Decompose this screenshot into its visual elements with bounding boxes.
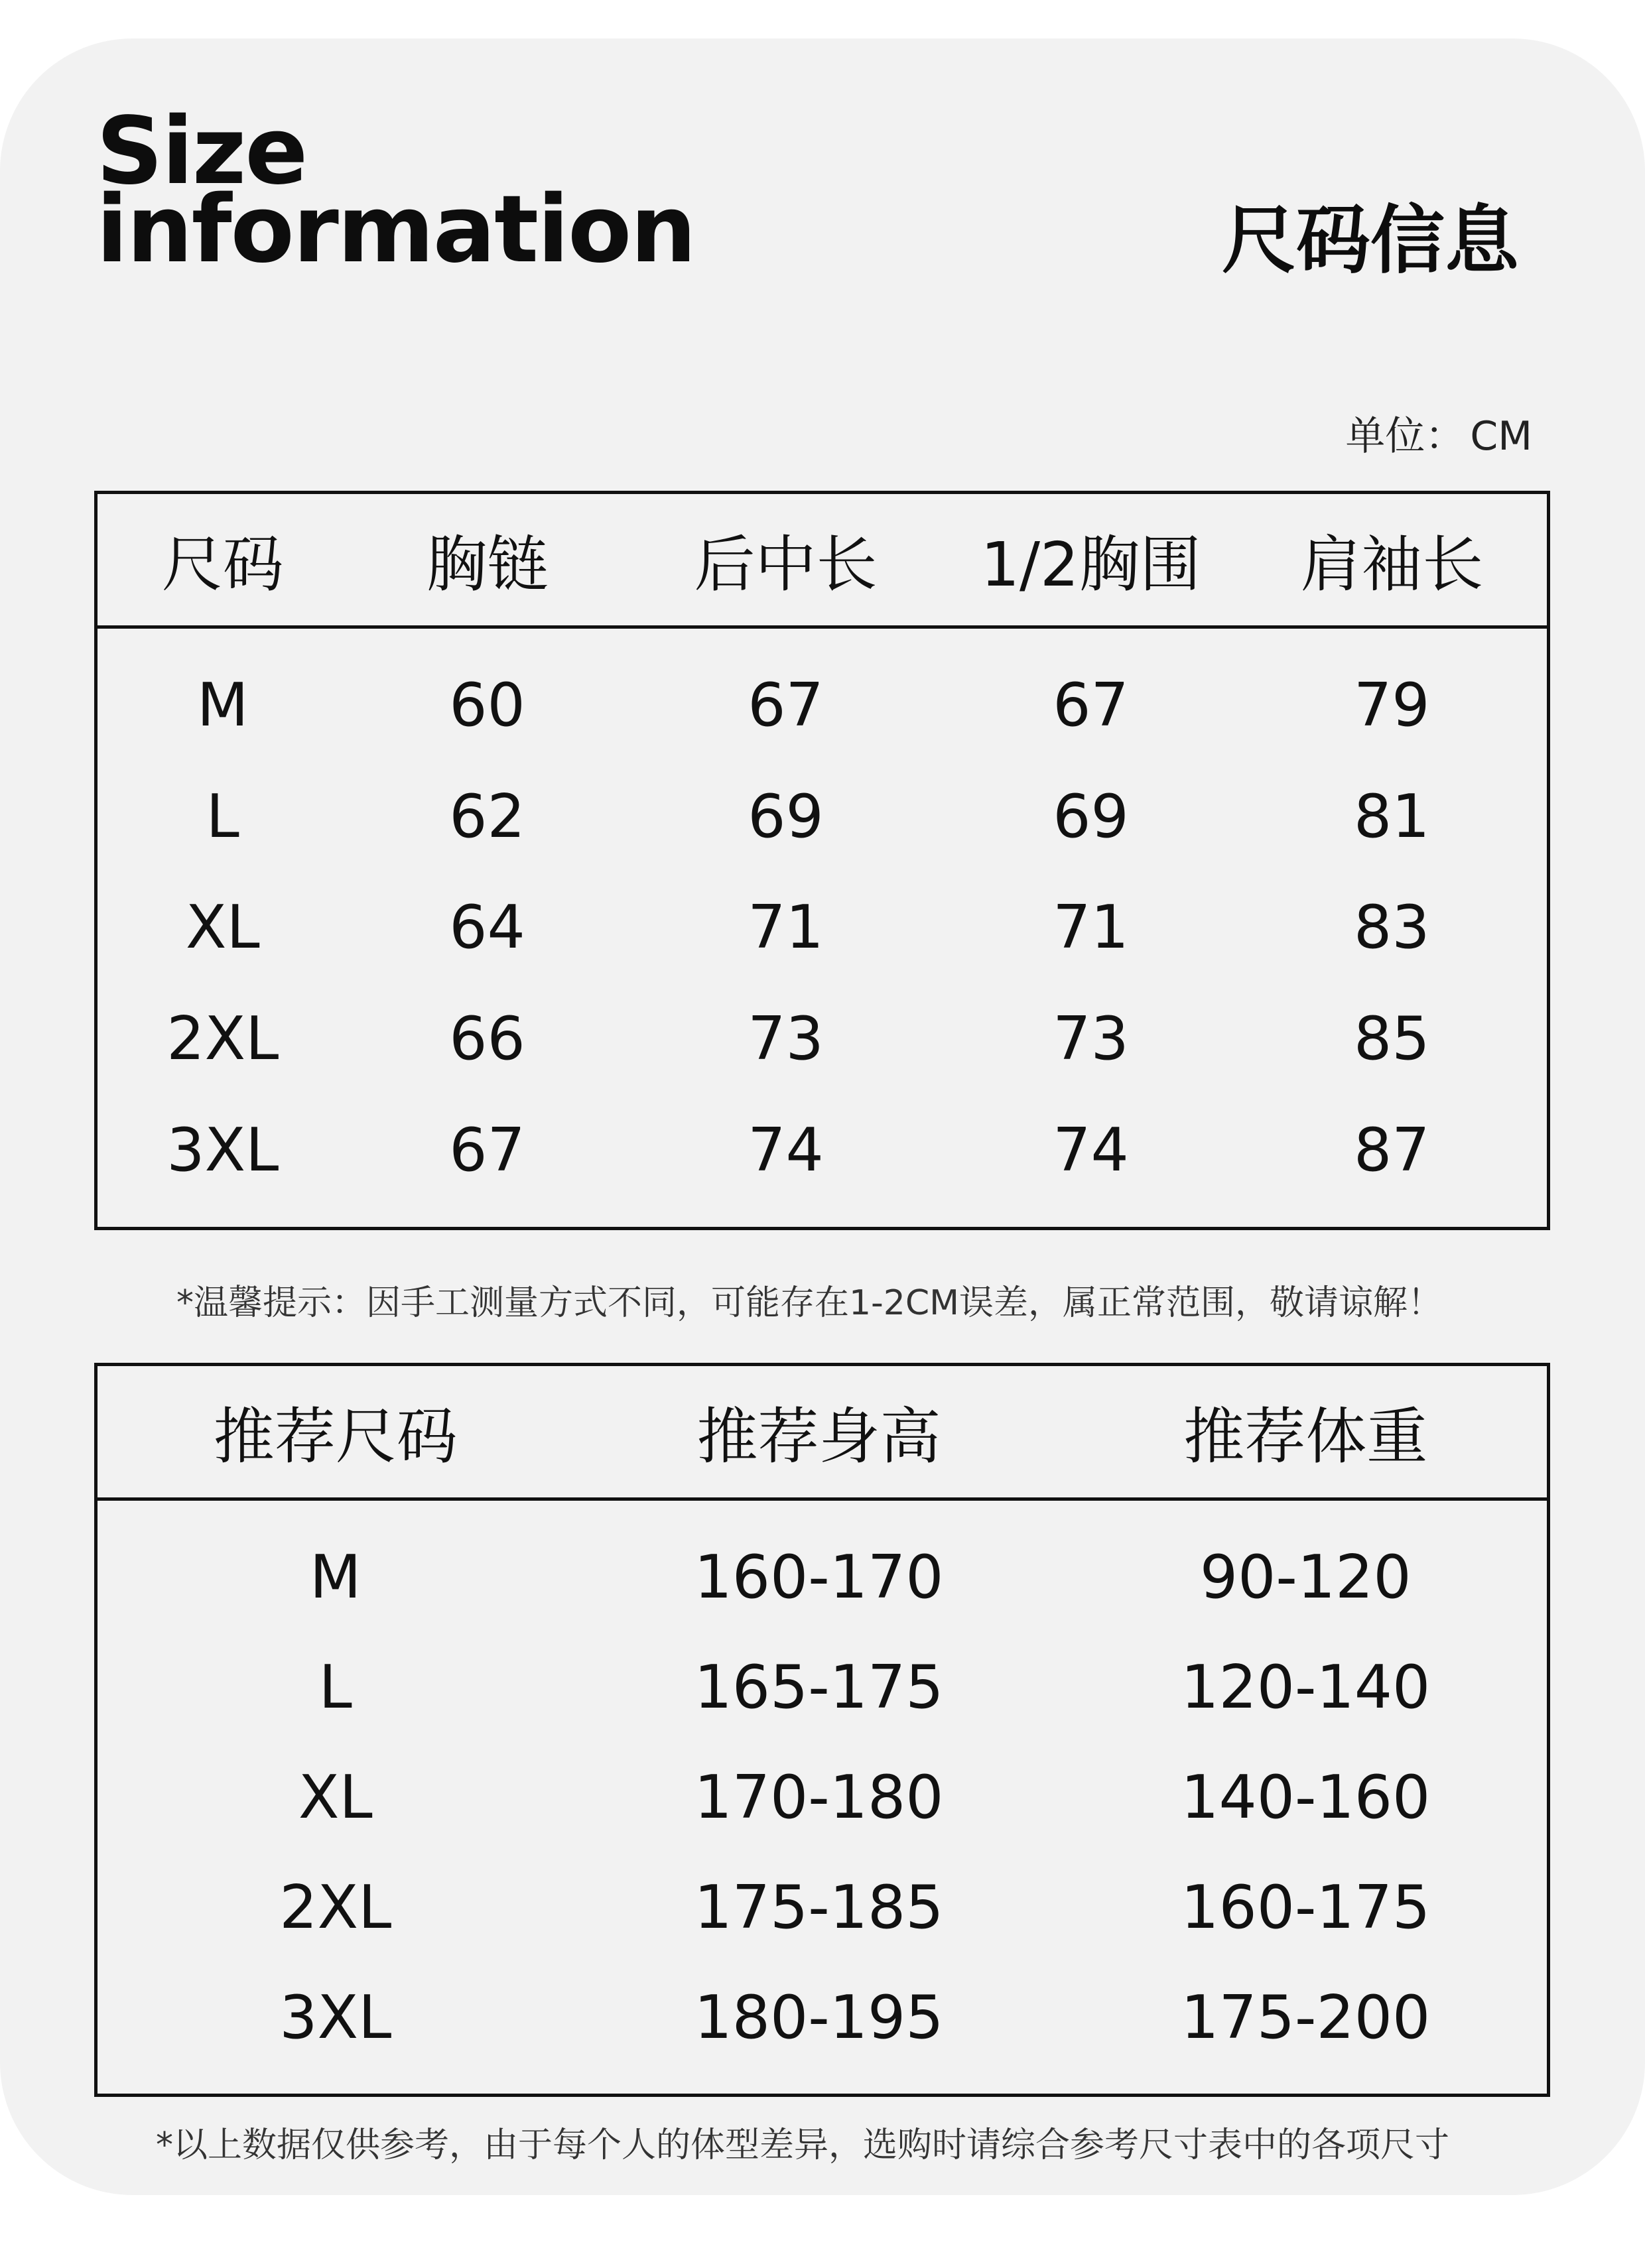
table-cell: 87 [1353,1115,1430,1185]
table-cell: 83 [1353,893,1430,963]
reference-note: *以上数据仅供参考，由于每个人的体型差异，选购时请综合参考尺寸表中的各项尺寸 [155,2125,1449,2165]
recommendation-header-height: 推荐身高 [574,1365,1065,1499]
table-cell: 73 [1053,1003,1129,1074]
table-cell: 71 [748,893,824,963]
unit-value: CM [1470,413,1532,460]
table-cell: 62 [449,782,525,852]
table-cell: 170-180 [694,1762,944,1832]
recommendation-header-size: 推荐尺码 [96,1365,574,1499]
table-cell: L [206,782,239,852]
table-row [96,872,1549,983]
table-cell: 90-120 [1199,1542,1412,1612]
table-cell: 120-140 [1181,1652,1431,1722]
size-table-header-shoulder-sleeve: 肩袖长 [1237,493,1549,627]
size-table-header-chest-chain: 胸链 [348,493,627,627]
size-table-header-back-length: 后中长 [627,493,945,627]
table-row [96,1962,1549,2096]
table-row [96,1499,1549,1633]
table-cell: 67 [449,1115,525,1185]
table-cell: 160-175 [1181,1872,1431,1942]
title-english [96,97,695,284]
title-chinese: 尺码信息 [1222,198,1519,284]
table-cell: 3XL [166,1115,279,1185]
table-cell: 175-185 [694,1872,944,1942]
table-cell: 3XL [279,1982,392,2052]
table-cell: M [196,670,249,741]
size-table-header-half-chest: 1/2胸围 [945,493,1237,627]
table-cell: 81 [1353,782,1430,852]
table-cell: XL [185,893,260,963]
size-table [94,491,1550,1230]
unit-label [1345,410,1532,463]
table-cell: 140-160 [1181,1762,1431,1832]
title-english-line2: information [96,176,695,284]
title-english-line1: Size [96,97,307,206]
table-cell: 69 [1053,782,1129,852]
table-cell: 67 [1053,670,1129,741]
table-cell: 160-170 [694,1542,944,1612]
table-row [96,1742,1549,1852]
table-cell: 71 [1053,893,1129,963]
size-table-header-size: 尺码 [96,493,348,627]
table-cell: 74 [748,1115,824,1185]
table-cell: 180-195 [694,1982,944,2052]
table-cell: 85 [1353,1003,1430,1074]
recommendation-table-header-row [96,1365,1549,1499]
table-row [96,1632,1549,1742]
table-cell: 79 [1353,670,1430,741]
table-cell: L [318,1652,352,1722]
table-cell: 175-200 [1181,1982,1431,2052]
unit-label-text: 单位： [1345,413,1465,460]
table-row [96,627,1549,761]
table-cell: 74 [1053,1115,1129,1185]
recommendation-header-weight: 推荐体重 [1065,1365,1549,1499]
measurement-note: *温馨提示：因手工测量方式不同，可能存在1-2CM误差，属正常范围，敬请谅解！ [176,1283,1443,1323]
table-cell: 165-175 [694,1652,944,1722]
table-cell: 73 [748,1003,824,1074]
table-cell: 2XL [279,1872,392,1942]
size-table-header-row [96,493,1549,627]
table-cell: 69 [748,782,824,852]
table-cell: M [309,1542,362,1612]
recommendation-table [94,1363,1550,2097]
table-row [96,1852,1549,1962]
table-row [96,1094,1549,1228]
table-cell: 66 [449,1003,525,1074]
table-cell: 64 [449,893,525,963]
table-cell: 67 [748,670,824,741]
table-row [96,761,1549,872]
table-cell: 2XL [166,1003,279,1074]
table-cell: 60 [449,670,525,741]
table-row [96,983,1549,1094]
table-cell: XL [298,1762,373,1832]
